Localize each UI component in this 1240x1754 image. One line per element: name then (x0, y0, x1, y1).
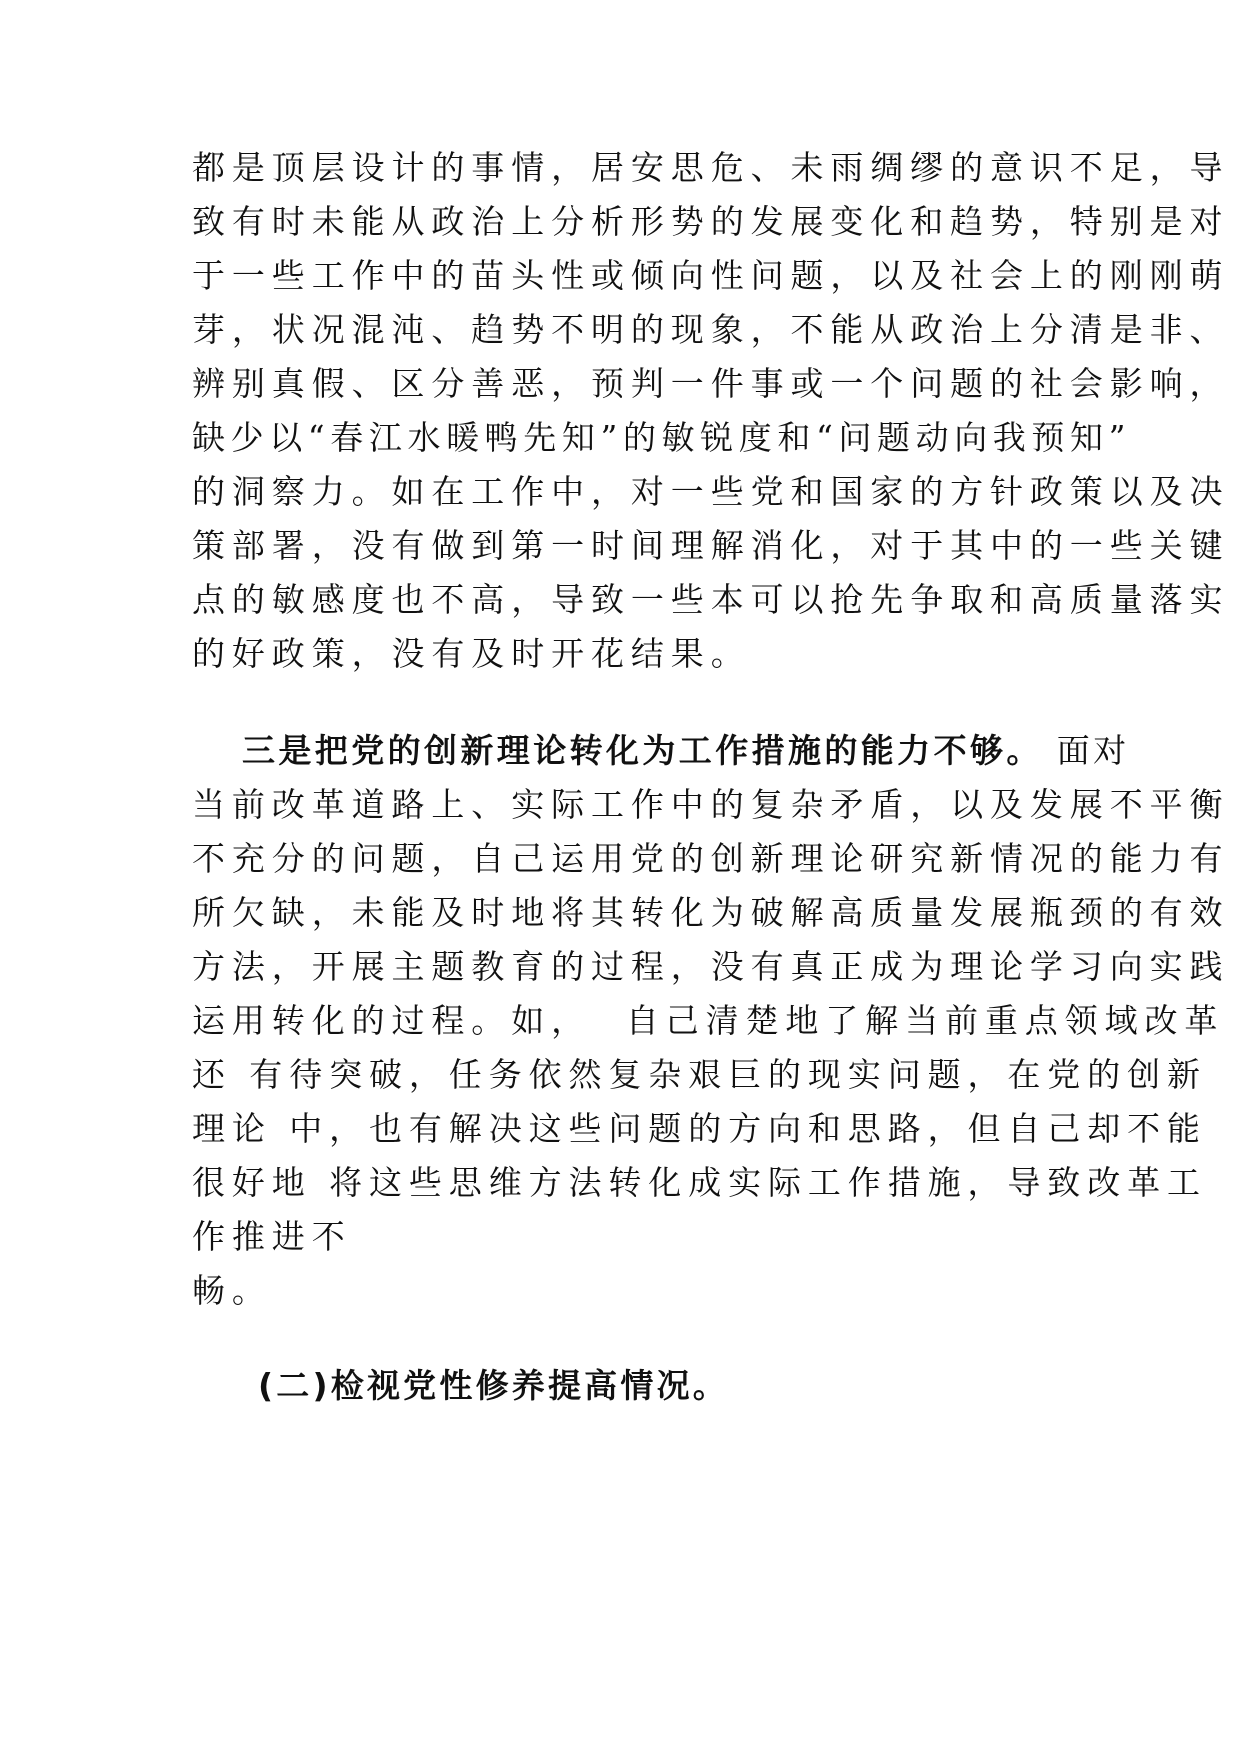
p1-line-2: 致有时未能从政治上分析形势的发展变化和趋势，特别是对 (192, 202, 1230, 241)
p1-line-8: 策部署，没有做到第一时间理解消化，对于其中的一些关键 (192, 526, 1230, 565)
p1-line-1: 都是顶层设计的事情，居安思危、未雨绸缪的意识不足，导 (192, 148, 1230, 187)
p1-line-3: 于一些工作中的苗头性或倾向性问题，以及社会上的刚刚萌 (192, 256, 1230, 295)
p1-line-4: 芽，状况混沌、趋势不明的现象，不能从政治上分清是非、 (192, 310, 1230, 349)
p2-line-6: 运用转化的过程。如， 自己清楚地了解当前重点领域改革 (192, 1001, 1225, 1040)
p1-line-10: 的好政策，没有及时开花结果。 (192, 634, 751, 673)
p2-line-8: 理论 中，也有解决这些问题的方向和思路，但自己却不能 (192, 1109, 1207, 1148)
p1-line-6: 缺少以“春江水暖鸭先知”的敏锐度和“问题动向我预知” (192, 418, 1132, 457)
p2-line-2: 当前改革道路上、实际工作中的复杂矛盾，以及发展不平衡 (192, 785, 1230, 824)
p2-line-3: 不充分的问题，自己运用党的创新理论研究新情况的能力有 (192, 839, 1230, 878)
p2-line-4: 所欠缺，未能及时地将其转化为破解高质量发展瓶颈的有效 (192, 893, 1230, 932)
p2-lead-bold: 三是把党的创新理论转化为工作措施的能力不够。 (242, 731, 1043, 770)
p1-line-7: 的洞察力。如在工作中，对一些党和国家的方针政策以及决 (192, 472, 1230, 511)
p2-line-11: 畅。 (192, 1271, 272, 1310)
p2-line-10: 作推进不 (192, 1217, 352, 1256)
p2-line-1 (242, 731, 1130, 771)
p2-line-5: 方法，开展主题教育的过程，没有真正成为理论学习向实践 (192, 947, 1230, 986)
p1-line-5: 辨别真假、区分善恶，预判一件事或一个问题的社会影响， (192, 364, 1230, 403)
section-heading: (二)检视党性修养提高情况。 (258, 1366, 729, 1405)
p2-lead-rest: 面对 (1042, 731, 1130, 770)
p2-line-9: 很好地 将这些思维方法转化成实际工作措施，导致改革工 (192, 1163, 1207, 1202)
p2-line-7: 还 有待突破，任务依然复杂艰巨的现实问题，在党的创新 (192, 1055, 1207, 1094)
p1-line-9: 点的敏感度也不高，导致一些本可以抢先争取和高质量落实 (192, 580, 1230, 619)
